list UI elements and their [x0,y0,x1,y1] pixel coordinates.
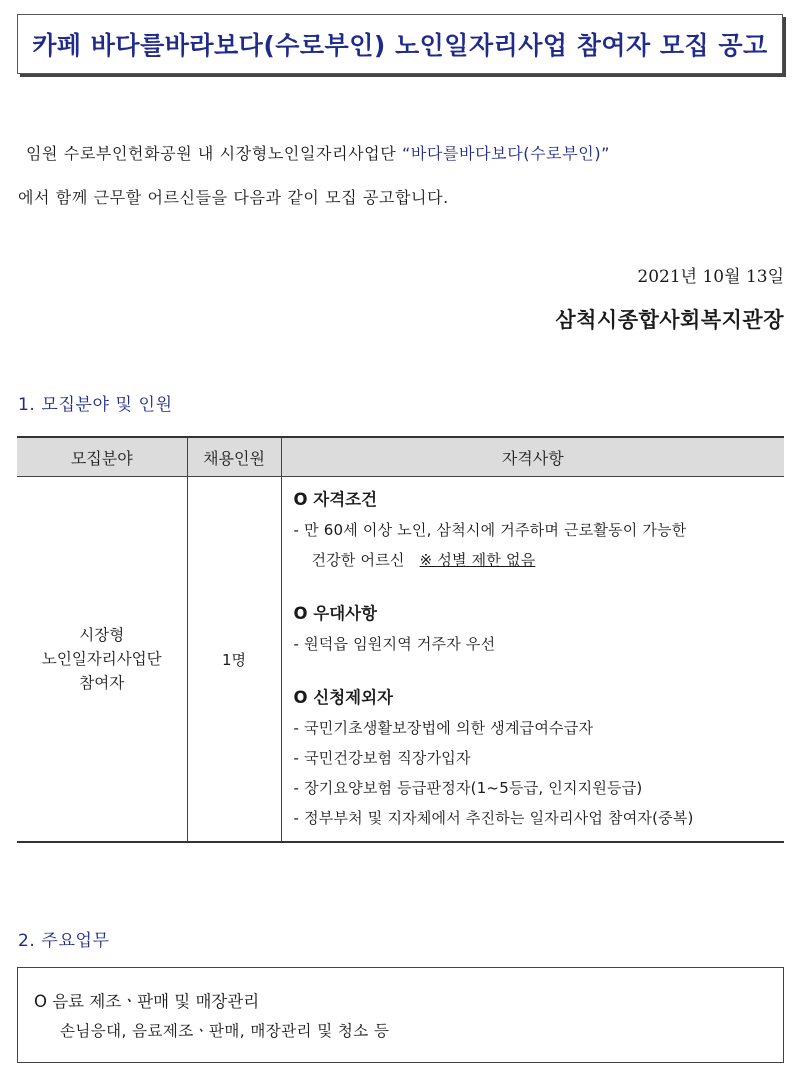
qual-item: - 만 60세 이상 노인, 삼척시에 거주하며 근로활동이 가능한 [293,521,687,539]
qual-note: ※ 성별 제한 없음 [419,551,536,569]
header-qualifications: 자격사항 [281,437,784,477]
intro-line-1 [18,132,788,176]
qual-group-exclusions [294,683,779,833]
intro-paragraph [18,132,788,220]
field-cell [17,477,187,843]
field-line: 노인일자리사업단 [41,650,162,668]
section-2-title: 2. 주요업무 [18,931,110,951]
header-headcount: 채용인원 [187,437,281,477]
qual-heading: O 신청제외자 [293,688,393,707]
qual-heading: O 자격조건 [293,490,378,509]
qual-group-eligibility [294,485,779,575]
title-box [17,14,783,74]
qual-item: - 정부부처 및 지자체에서 추진하는 일자리사업 참여자(중복) [293,809,694,827]
qual-item: - 장기요양보험 등급판정자(1~5등급, 인지지원등급) [293,779,643,797]
field-line: 시장형 [79,626,125,644]
table-row [17,477,784,843]
duty-text: 손님응대, 음료제조ㆍ판매, 매장관리 및 청소 등 [60,1022,390,1040]
qual-item: - 국민건강보험 직장가입자 [293,749,471,767]
qual-item: - 국민기초생활보장법에 의한 생계급여수급자 [293,719,594,737]
qual-item-continuation [294,545,779,575]
intro-line-1-text: 임원 수로부인헌화공원 내 시장형노인일자리사업단 [26,144,397,163]
qual-group-preference [294,599,779,659]
duties-box [17,967,784,1063]
recruitment-table [17,436,784,843]
intro-quote: “바다를바다보다(수로부인)” [401,144,611,163]
header-field: 모집분야 [17,437,187,477]
page-title: 카페 바다를바라보다(수로부인) 노인일자리사업 참여자 모집 공고 [32,31,768,60]
qualifications-cell [281,477,784,843]
intro-line-2: 에서 함께 근무할 어르신들을 다음과 같이 모집 공고합니다. [18,188,449,207]
announcement-date: 2021년 10월 13일 [637,267,784,287]
headcount-cell: 1명 [187,477,281,843]
duty-heading: O 음료 제조ㆍ판매 및 매장관리 [34,992,260,1011]
organization-name: 삼척시종합사회복지관장 [555,307,784,332]
qual-continuation-text: 건강한 어르신 [311,551,405,569]
qual-heading: O 우대사항 [293,604,378,623]
table-header-row [17,437,784,477]
qual-item: - 원덕읍 임원지역 거주자 우선 [293,635,496,653]
field-line: 참여자 [79,674,125,692]
section-1-title: 1. 모집분야 및 인원 [18,395,173,415]
